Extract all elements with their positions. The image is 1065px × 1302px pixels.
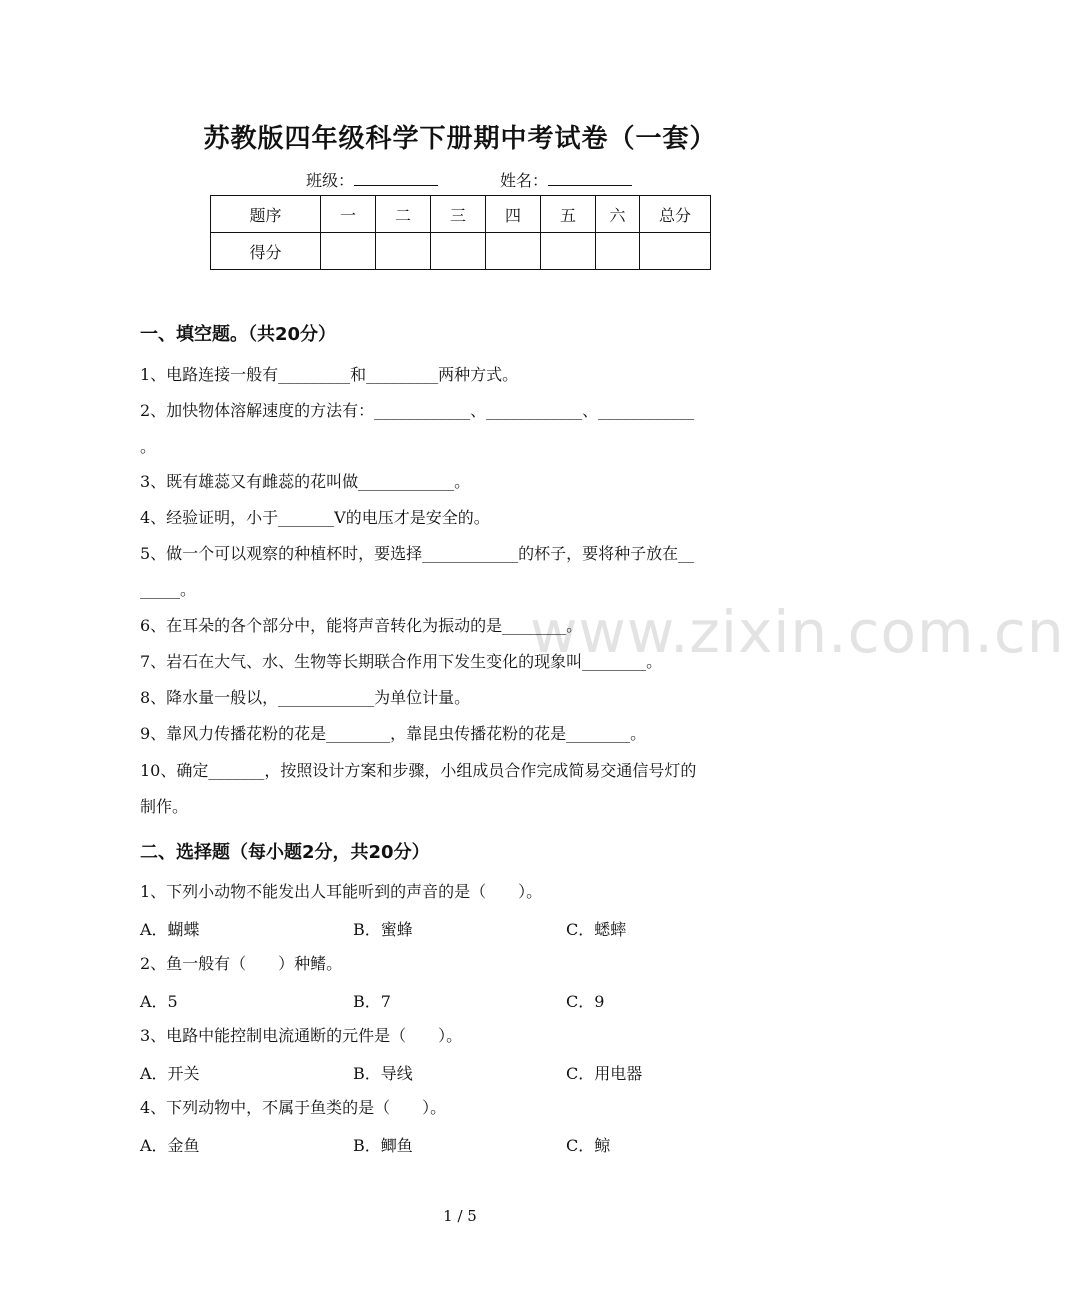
fill-question-9: 9、靠风力传播花粉的花是________，靠昆虫传播花粉的花是________。 [140, 724, 647, 743]
section2-heading: 二、选择题（每小题2分，共20分） [140, 842, 430, 863]
class-blank[interactable] [354, 169, 438, 186]
score-cell-header: 三 [431, 196, 486, 233]
fill-question-2-cont: 。 [140, 437, 157, 456]
score-cell[interactable] [640, 233, 711, 270]
score-cell[interactable] [486, 233, 541, 270]
score-cell-header: 题序 [211, 196, 321, 233]
name-label: 姓名： [500, 171, 549, 190]
choice-option-c[interactable]: C．鲸 [566, 1136, 611, 1155]
score-cell-header: 总分 [640, 196, 711, 233]
score-cell[interactable] [321, 233, 376, 270]
fill-question-10-cont: 制作。 [140, 797, 189, 816]
section1-heading: 一、填空题。（共20分） [140, 324, 337, 345]
score-cell-header: 四 [486, 196, 541, 233]
fill-question-5: 5、做一个可以观察的种植杯时，要选择____________的杯子，要将种子放在__ [140, 544, 695, 563]
choice-option-a[interactable]: A．5 [140, 992, 178, 1011]
score-cell[interactable] [431, 233, 486, 270]
choice-option-b[interactable]: B．导线 [353, 1064, 413, 1083]
fill-question-6: 6、在耳朵的各个部分中，能将声音转化为振动的是________。 [140, 616, 583, 635]
watermark: www.zixin.com.cn [530, 598, 1065, 666]
score-cell-header: 六 [596, 196, 640, 233]
fill-question-7: 7、岩石在大气、水、生物等长期联合作用下发生变化的现象叫________。 [140, 652, 663, 671]
choice-question-3: 3、电路中能控制电流通断的元件是（ ）。 [140, 1026, 463, 1045]
score-cell-header: 一 [321, 196, 376, 233]
score-table-header-row [211, 196, 711, 233]
choice-option-a[interactable]: A．蝴蝶 [140, 920, 200, 939]
choice-question-2: 2、鱼一般有（ ）种鳍。 [140, 954, 343, 973]
choice-option-a[interactable]: A．开关 [140, 1064, 200, 1083]
class-field [306, 168, 438, 191]
fill-question-2: 2、加快物体溶解速度的方法有：____________、____________、____________ [140, 401, 695, 420]
choice-option-c[interactable]: C．蟋蟀 [566, 920, 627, 939]
fill-question-10: 10、确定_______，按照设计方案和步骤，小组成员合作完成简易交通信号灯的 [140, 761, 697, 780]
fill-question-8: 8、降水量一般以，____________为单位计量。 [140, 688, 471, 707]
name-blank[interactable] [548, 169, 632, 186]
class-label: 班级： [306, 171, 355, 190]
page-title: 苏教版四年级科学下册期中考试卷（一套） [203, 124, 717, 154]
score-cell[interactable] [376, 233, 431, 270]
choice-option-b[interactable]: B．蜜蜂 [353, 920, 413, 939]
score-cell-header: 五 [541, 196, 596, 233]
choice-option-c[interactable]: C．用电器 [566, 1064, 643, 1083]
score-cell-header: 二 [376, 196, 431, 233]
fill-question-5-cont: _____。 [140, 580, 197, 599]
choice-question-4: 4、下列动物中，不属于鱼类的是（ ）。 [140, 1098, 447, 1117]
choice-option-b[interactable]: B．7 [353, 992, 391, 1011]
choice-option-b[interactable]: B．鲫鱼 [353, 1136, 413, 1155]
score-cell[interactable] [541, 233, 596, 270]
choice-option-a[interactable]: A．金鱼 [140, 1136, 200, 1155]
fill-question-4: 4、经验证明，小于_______V的电压才是安全的。 [140, 508, 490, 527]
score-row-label: 得分 [211, 233, 321, 270]
choice-option-c[interactable]: C．9 [566, 992, 605, 1011]
page-number: 1 / 5 [443, 1207, 477, 1225]
name-field [500, 168, 632, 191]
fill-question-1: 1、电路连接一般有_________和_________两种方式。 [140, 365, 519, 384]
score-cell[interactable] [596, 233, 640, 270]
fill-question-3: 3、既有雄蕊又有雌蕊的花叫做____________。 [140, 472, 471, 491]
score-table-score-row [211, 233, 711, 270]
score-table [210, 195, 711, 270]
choice-question-1: 1、下列小动物不能发出人耳能听到的声音的是（ ）。 [140, 882, 543, 901]
